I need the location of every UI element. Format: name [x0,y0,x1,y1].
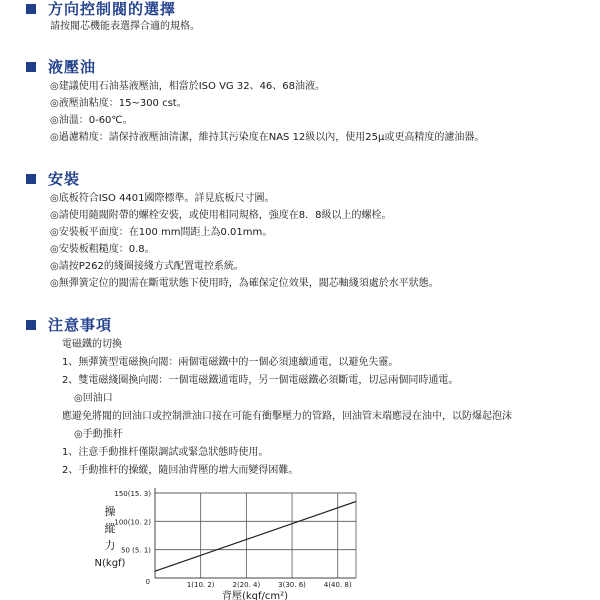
origin-label: 0 [145,578,150,586]
series-line-operating-force [155,502,356,572]
y-label-char: 縱 [104,522,116,535]
solenoid-item: 2、雙電磁綫圈換向閥：一個電磁鐵通電時，另一個電磁鐵必須斷電，切忌兩個同時通電。 [62,375,459,386]
manual-lever-title: ◎手動推杆 [74,429,123,440]
y-label-char: 力 [104,539,116,552]
x-axis-label: 背壓(kgf/cm²) [221,591,289,600]
section-title: 液壓油 [48,58,97,76]
oil-item: ◎建議使用石油基液壓油，相當於ISO VG 32、46、68油液。 [50,81,326,92]
force-backpressure-chart [0,488,600,600]
oil-item: ◎過濾精度：請保持液壓油清潔，維持其污染度在NAS 12級以內，使用25μ或更高精度的濾油器。 [50,132,485,143]
section-marker-icon [26,320,36,330]
install-item: ◎請按P262的綫圈接綫方式配置電控系統。 [50,261,244,272]
section-direction-heading [26,0,176,18]
oil-item: ◎油溫：0-60℃。 [50,115,133,126]
x-tick-label: 2(20. 4) [232,581,261,589]
install-item: ◎無彈簧定位的閥需在斷電狀態下使用時，為確保定位效果，閥芯軸綫須處於水平狀態。 [50,278,439,289]
y-axis-unit: N(kgf) [94,558,126,569]
y-tick-label: 150(15. 3) [114,490,151,498]
x-tick-label: 1(10. 2) [186,581,215,589]
section-title: 安裝 [48,170,81,188]
solenoid-item: 1、無彈簧型電磁換向閥：兩個電磁鐵中的一個必須連續通電，以避免失靈。 [62,357,399,368]
manual-lever-item: 1、注意手動推杆僅限調試或緊急狀態時使用。 [62,447,269,458]
x-tick-label: 3(30. 6) [278,581,306,589]
section-marker-icon [26,174,36,184]
install-item: ◎安裝板粗糙度：0.8。 [50,244,155,255]
solenoid-title: 電磁鐵的切換 [62,339,122,350]
manual-lever-item: 2、手動推杆的操縱，隨回油背壓的增大而變得困難。 [62,465,299,476]
section-title: 方向控制閥的選擇 [48,0,177,18]
return-port-text: 應避免將閥的回油口或控制泄油口接在可能有衝擊壓力的管路，回油管末端應浸在油中，以防爆起泡沫 [62,411,512,422]
y-tick-label: 100(10. 2) [114,518,151,527]
install-item: ◎請使用隨閥附帶的螺栓安裝，或使用相同規格，強度在8．8級以上的螺栓。 [50,210,392,221]
section-marker-icon [26,62,36,72]
y-label-char: 操 [104,505,116,518]
y-tick-label: 50 (5. 1) [121,546,151,555]
section-oil-heading [26,58,96,76]
install-item: ◎底板符合ISO 4401國際標準。詳見底板尺寸圖。 [50,193,275,204]
section-marker-icon [26,4,36,14]
x-tick-label: 4(40. 8) [323,581,352,589]
direction-text: 請按閥芯機能表選擇合適的規格。 [50,21,200,32]
section-notes-heading [26,316,112,334]
section-install-heading [26,170,80,188]
return-port-title: ◎回油口 [74,393,113,404]
section-title: 注意事項 [48,316,113,334]
oil-item: ◎液壓油粘度：15~300 cst。 [50,98,187,109]
install-item: ◎安裝板平面度：在100 mm間距上為0.01mm。 [50,227,273,238]
